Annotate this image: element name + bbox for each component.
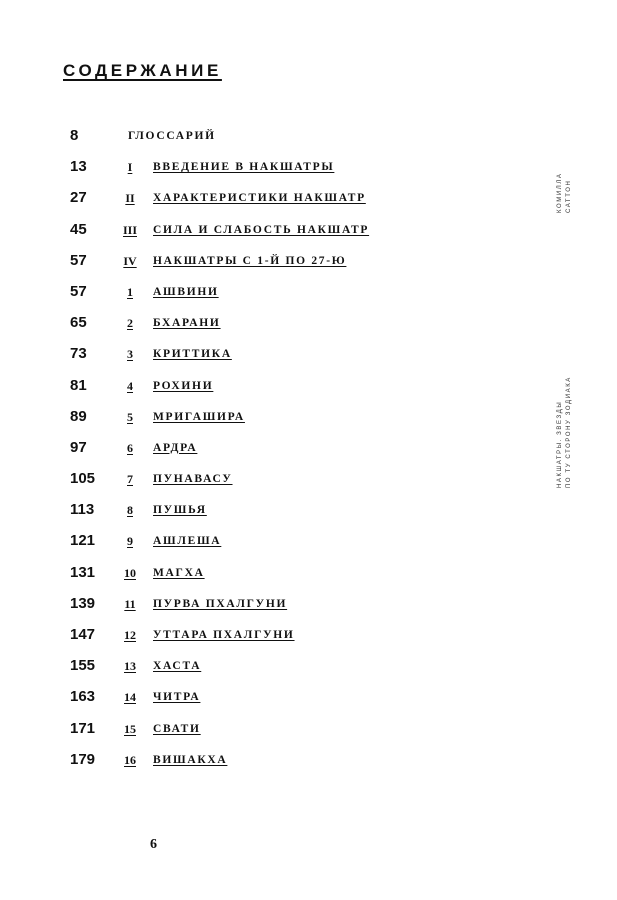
toc-chapter-title: ВИШАКХА <box>153 753 228 766</box>
toc-entry <box>0 250 540 281</box>
toc-page-number: 57 <box>70 251 87 269</box>
toc-chapter-number: 3 <box>127 347 133 362</box>
toc-entry <box>0 125 540 156</box>
toc-chapter-number: 4 <box>127 378 133 393</box>
toc-entry <box>0 312 540 343</box>
toc-entry <box>0 718 540 749</box>
toc-chapter-title: МАГХА <box>153 566 205 579</box>
toc-chapter-title: ЧИТРА <box>153 691 201 704</box>
toc-entry <box>0 686 540 717</box>
toc-chapter-title: АШЛЕША <box>153 535 222 548</box>
toc-page-number: 81 <box>70 376 87 394</box>
toc-page-number: 13 <box>70 158 87 176</box>
toc-chapter-title: ПУРВА ПХАЛГУНИ <box>153 597 288 610</box>
toc-chapter-number: 9 <box>127 534 133 549</box>
toc-page-number: 113 <box>70 501 95 519</box>
toc-chapter-number: 11 <box>124 596 136 611</box>
toc-chapter-title: ГЛОССАРИЙ <box>128 130 216 142</box>
toc-entry <box>0 406 540 437</box>
toc-entry <box>0 749 540 780</box>
toc-chapter-number: I <box>127 160 133 175</box>
toc-page-number: 27 <box>70 189 87 207</box>
toc-page-number: 57 <box>70 282 87 300</box>
toc-chapter-number: IV <box>123 253 137 268</box>
toc-entry <box>0 281 540 312</box>
toc-chapter-number: 8 <box>127 503 133 518</box>
toc-entry <box>0 655 540 686</box>
toc-page-number: 105 <box>70 470 96 488</box>
toc-entry <box>0 437 540 468</box>
toc-chapter-title: ХАРАКТЕРИСТИКИ НАКШАТР <box>153 192 366 205</box>
toc-chapter-number: 6 <box>127 440 133 455</box>
toc-entry <box>0 343 540 374</box>
toc-page-number: 73 <box>70 345 87 363</box>
toc-chapter-title: РОХИНИ <box>153 379 214 392</box>
side-author-line: САТТОН <box>566 179 572 213</box>
toc-page-number: 97 <box>70 438 87 456</box>
toc-chapter-number: 14 <box>124 690 136 705</box>
toc-chapter-title: АРДРА <box>153 441 198 454</box>
toc-chapter-title: БХАРАНИ <box>153 317 221 330</box>
toc-chapter-title: КРИТТИКА <box>153 348 232 361</box>
toc-chapter-number: 16 <box>124 752 136 767</box>
toc-page-number: 65 <box>70 314 87 332</box>
toc-page-number: 121 <box>70 532 96 550</box>
toc-chapter-title: ПУНАВАСУ <box>153 473 233 486</box>
toc-chapter-number: 5 <box>127 409 133 424</box>
side-author-label <box>556 173 574 213</box>
toc-chapter-title: СИЛА И СЛАБОСТЬ НАКШАТР <box>153 223 370 236</box>
page-title: СОДЕРЖАНИЕ <box>63 61 222 80</box>
toc-chapter-number: 10 <box>124 565 136 580</box>
toc-entry <box>0 468 540 499</box>
toc-entry <box>0 593 540 624</box>
side-author-line: КОМИЛЛА <box>557 172 563 213</box>
toc-chapter-number: 12 <box>124 628 136 642</box>
toc-chapter-title: ХАСТА <box>153 660 202 673</box>
toc-page-number: 8 <box>70 127 79 144</box>
toc-chapter-number: III <box>122 222 137 237</box>
toc-chapter-number: 15 <box>124 721 136 736</box>
toc-chapter-title: НАКШАТРЫ С 1-Й ПО 27-Ю <box>153 254 347 267</box>
toc-chapter-title: АШВИНИ <box>153 285 219 298</box>
toc-chapter-number: II <box>125 191 135 206</box>
toc-entry <box>0 562 540 593</box>
toc-page-number: 147 <box>70 626 96 643</box>
toc-chapter-title: ВВЕДЕНИЕ В НАКШАТРЫ <box>153 161 335 174</box>
toc-chapter-number: 13 <box>124 659 136 674</box>
toc-page-number: 139 <box>70 594 96 612</box>
toc-chapter-number: 2 <box>127 316 133 331</box>
toc-chapter-title: ПУШЬЯ <box>153 504 207 517</box>
side-book-title <box>556 376 574 488</box>
page-number: 6 <box>150 837 157 852</box>
toc-entry <box>0 499 540 530</box>
toc-entry <box>0 219 540 250</box>
toc-page-number: 163 <box>70 688 96 706</box>
toc-page-number: 171 <box>70 719 96 737</box>
toc-entry <box>0 624 540 655</box>
table-of-contents <box>0 125 540 780</box>
toc-entry <box>0 187 540 218</box>
toc-entry <box>0 156 540 187</box>
toc-page-number: 45 <box>70 220 87 238</box>
toc-chapter-title: СВАТИ <box>153 722 201 735</box>
toc-page-number: 179 <box>70 750 96 768</box>
toc-page-number: 155 <box>70 657 96 675</box>
toc-entry <box>0 375 540 406</box>
side-book-line: НАКШАТРЫ. ЗВЕЗДЫ <box>557 400 563 488</box>
toc-entry <box>0 530 540 561</box>
toc-chapter-number: 1 <box>127 284 133 299</box>
toc-page-number: 89 <box>70 407 87 425</box>
toc-chapter-title: УТТАРА ПХАЛГУНИ <box>153 629 295 641</box>
side-book-line: ПО ТУ СТОРОНУ ЗОДИАКА <box>566 376 572 488</box>
toc-chapter-number: 7 <box>127 472 133 487</box>
toc-chapter-title: МРИГАШИРА <box>153 410 245 423</box>
toc-page-number: 131 <box>70 563 96 581</box>
